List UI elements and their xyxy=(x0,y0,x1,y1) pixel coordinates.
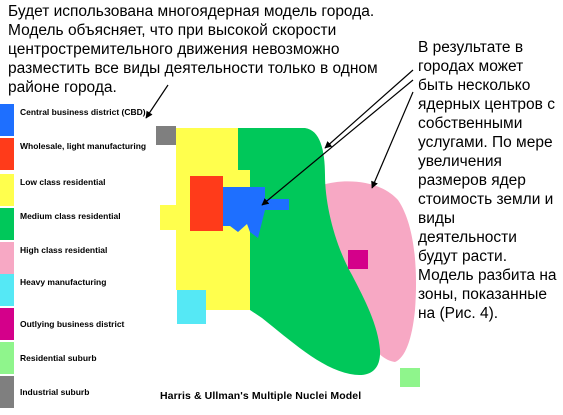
heavy-manufacturing-zone xyxy=(177,290,206,324)
legend-label-low-class: Low class residential xyxy=(20,177,106,187)
residential-suburb-zone xyxy=(400,368,420,387)
arrow-to-high-class xyxy=(372,92,413,188)
diagram-caption: Harris & Ullman's Multiple Nuclei Model xyxy=(160,390,362,402)
industrial-suburb-zone xyxy=(156,126,176,145)
outlying-business-zone xyxy=(348,250,368,269)
legend-label-high-class: High class residential xyxy=(20,245,108,255)
legend-label-outlying-business: Outlying business district xyxy=(20,319,125,329)
wholesale-zone xyxy=(190,176,223,231)
legend-label-wholesale: Wholesale, light manufacturing xyxy=(20,141,147,151)
legend-label-industrial-suburb: Industrial suburb xyxy=(20,387,90,397)
intro-paragraph: Будет использована многоядерная модель города. Модель объясняет, что при высокой скорости центростремительного движения невозможно разместить все виды деятельности только в одном районе города. xyxy=(8,3,378,96)
arrow-to-industrial xyxy=(146,85,168,118)
legend-label-residential-suburb: Residential suburb xyxy=(20,353,97,363)
legend-label-heavy-manufacturing: Heavy manufacturing xyxy=(20,277,107,287)
arrow-to-medium-zone xyxy=(325,70,413,148)
explanation-paragraph: В результате в городах может быть несколько ядерных центров с собственными услугами. По мере увеличения размеров ядер стоимость земли и виды деятельности будут расти. Модель разбита на зоны, показанные на (Рис. 4). xyxy=(418,39,557,322)
legend-label-cbd: Central business district (CBD) xyxy=(20,107,146,117)
legend-label-medium-class: Medium class residential xyxy=(20,211,121,221)
